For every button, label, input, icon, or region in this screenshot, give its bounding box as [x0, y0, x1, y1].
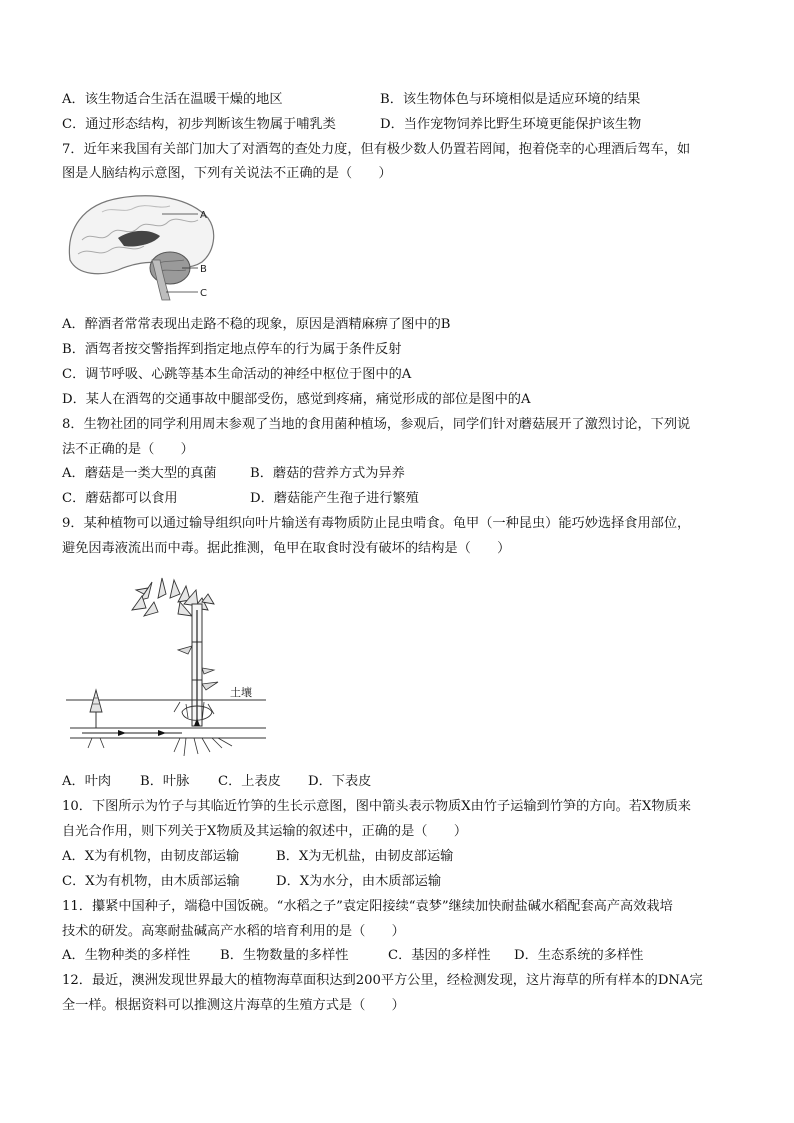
q11-stem-line-2: 技术的研发。高寒耐盐碱高产水稻的培育利用的是（ ） [62, 924, 405, 939]
q10-stem-line-2: 自光合作用，则下列关于X物质及其运输的叙述中，正确的是（ ） [62, 824, 468, 839]
q8-stem-line-1: 8．生物社团的同学利用周末参观了当地的食用菌种植场，参观后，同学们针对蘑菇展开了激烈讨论，下列说 [62, 417, 691, 432]
q8-stem-line-2: 法不正确的是（ ） [62, 442, 194, 457]
q9-stem-line-1: 9．某种植物可以通过输导组织向叶片输送有毒物质防止昆虫啃食。龟甲（一种昆虫）能巧妙选择食用部位， [62, 516, 691, 531]
q10-option-d: D．X为水分，由木质部运输 [276, 874, 442, 889]
q6-option-d: D．当作宠物饲养比野生环境更能保护该生物 [380, 117, 642, 132]
q7-stem-line-2: 图是人脑结构示意图，下列有关说法不正确的是（ ） [62, 166, 392, 181]
q9-option-d: D．下表皮 [308, 774, 372, 789]
q7-stem-line-1: 7．近年来我国有关部门加大了对酒驾的查处力度，但有极少数人仍置若罔闻，抱着侥幸的心理酒后驾车，如 [62, 142, 691, 157]
brain-label-a: A [200, 210, 207, 221]
q10-option-a: A．X为有机物，由韧皮部运输 [62, 849, 240, 864]
q8-option-d: D．蘑菇能产生孢子进行繁殖 [250, 491, 419, 506]
q7-option-c: C．调节呼吸、心跳等基本生命活动的神经中枢位于图中的A [62, 367, 412, 382]
brain-diagram [62, 190, 222, 304]
q10-option-c: C．X为有机物，由木质部运输 [62, 874, 240, 889]
q8-option-a: A．蘑菇是一类大型的真菌 [62, 466, 217, 481]
bamboo-diagram [62, 572, 268, 760]
q11-option-c: C．基因的多样性 [388, 948, 491, 963]
q11-option-d: D．生态系统的多样性 [514, 948, 644, 963]
q11-option-a: A．生物种类的多样性 [62, 948, 191, 963]
q6-option-c: C．通过形态结构，初步判断该生物属于哺乳类 [62, 117, 336, 132]
q12-stem-line-2: 全一样。根据资料可以推测这片海草的生殖方式是（ ） [62, 998, 405, 1013]
q8-option-c: C．蘑菇都可以食用 [62, 491, 178, 506]
q12-stem-line-1: 12．最近，澳洲发现世界最大的植物海草面积达到200平方公里，经检测发现，这片海草的所有样本的DNA完 [62, 973, 703, 988]
q11-stem-line-1: 11．攥紧中国种子，端稳中国饭碗。“水稻之子”袁定阳接续“袁梦”继续加快耐盐碱水稻配套高产高效栽培 [62, 899, 673, 914]
q9-option-c: C．上表皮 [218, 774, 281, 789]
brain-label-b: B [200, 264, 207, 275]
q7-option-d: D．某人在酒驾的交通事故中腿部受伤，感觉到疼痛，痛觉形成的部位是图中的A [62, 392, 531, 407]
q10-option-b: B．X为无机盐，由韧皮部运输 [276, 849, 454, 864]
q9-option-b: B．叶脉 [140, 774, 190, 789]
q10-stem-line-1: 10．下图所示为竹子与其临近竹笋的生长示意图，图中箭头表示物质X由竹子运输到竹笋的方向。若X物质来 [62, 799, 691, 814]
q6-option-b: B．该生物体色与环境相似是适应环境的结果 [380, 92, 641, 107]
q8-option-b: B．蘑菇的营养方式为异养 [250, 466, 405, 481]
q7-option-a: A．醉酒者常常表现出走路不稳的现象，原因是酒精麻痹了图中的B [62, 317, 451, 332]
q6-option-a: A．该生物适合生活在温暖干燥的地区 [62, 92, 283, 107]
q9-option-a: A．叶肉 [62, 774, 112, 789]
soil-label: 土壤 [230, 686, 252, 699]
q9-stem-line-2: 避免因毒液流出而中毒。据此推测，龟甲在取食时没有破坏的结构是（ ） [62, 541, 511, 556]
q7-option-b: B．酒驾者按交警指挥到指定地点停车的行为属于条件反射 [62, 342, 402, 357]
brain-label-c: C [200, 288, 207, 299]
q11-option-b: B．生物数量的多样性 [220, 948, 349, 963]
